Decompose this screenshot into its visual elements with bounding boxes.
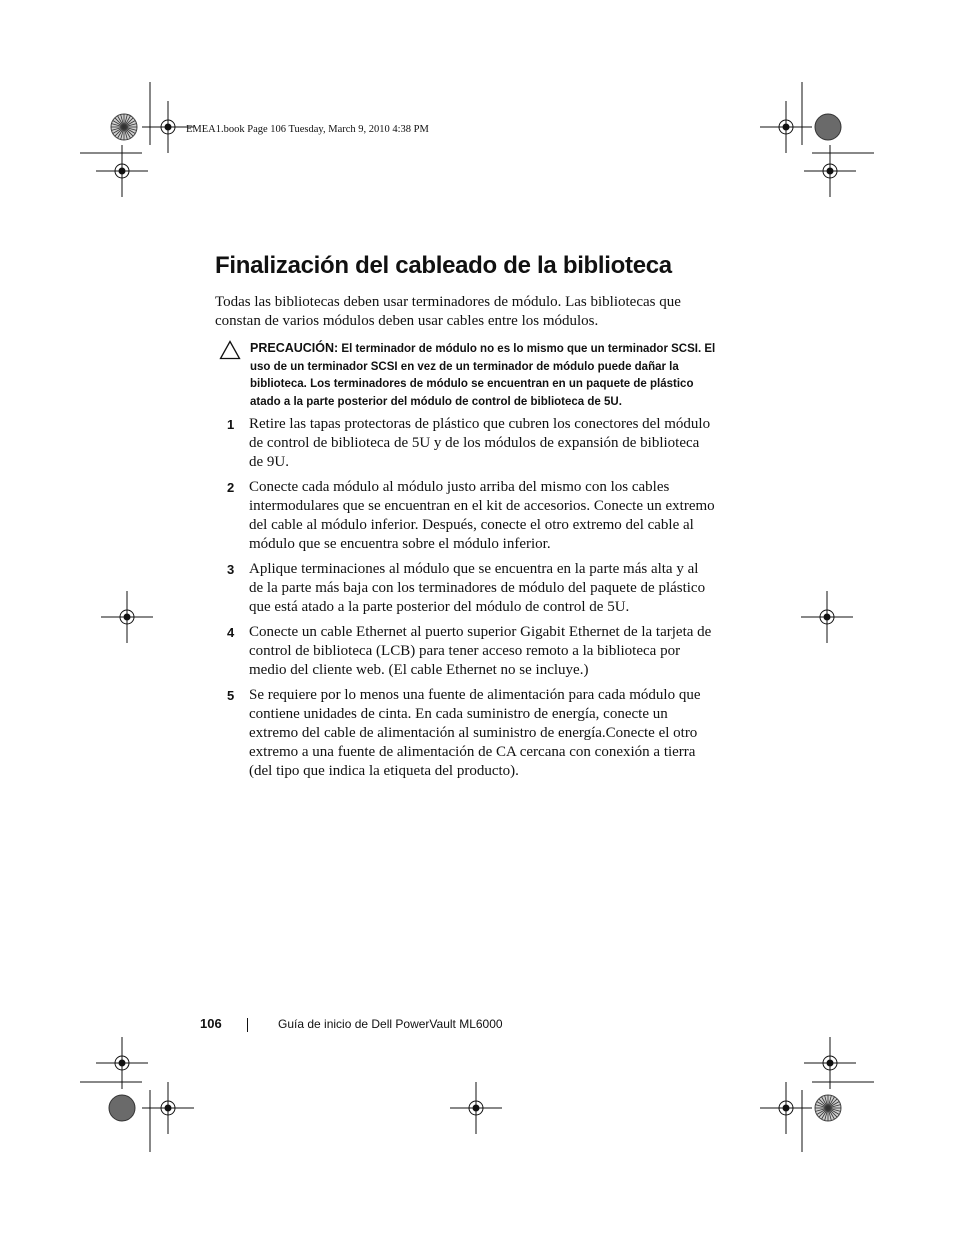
steps-list	[215, 415, 715, 787]
intro-paragraph: Todas las bibliotecas deben usar terminadores de módulo. Las bibliotecas que constan de varios módulos deben usar cables entre los módulos.	[215, 294, 681, 329]
step-item	[215, 560, 715, 617]
print-slug: EMEA1.book Page 106 Tuesday, March 9, 2010 4:38 PM	[186, 124, 429, 135]
caution-label: PRECAUCIÓN:	[250, 341, 339, 355]
footer-divider	[247, 1018, 248, 1032]
density-patch-icon	[815, 114, 841, 140]
section-title: Finalización del cableado de la biblioteca	[215, 252, 672, 279]
step-item	[215, 623, 715, 680]
step-text: Aplique terminaciones al módulo que se encuentra en la parte más alta y al de la parte más baja con los terminadores de módulo del paquete de plástico que está atado a la parte posterior del módulo de control de 5U.	[249, 561, 706, 615]
step-text: Conecte cada módulo al módulo justo arriba del mismo con los cables intermodulares que se encuentran en el kit de accesorios. Conecte un extremo del cable al módulo inferior. Después, conecte el otro extremo del cable al módulo que se encuentra sobre el módulo inferior.	[249, 479, 715, 552]
step-number: 3	[227, 562, 235, 577]
step-number: 2	[227, 480, 235, 495]
page-number: 106	[200, 1016, 222, 1031]
caution-body: El terminador de módulo no es lo mismo que un terminador SCSI. El uso de un terminador SCSI en vez de un terminador de módulo puede dañar la biblioteca. Los terminadores de módulo se encuentran en un paquete de plástico atado a la parte posterior del módulo de control de biblioteca de 5U.	[250, 343, 716, 408]
step-text: Conecte un cable Ethernet al puerto superior Gigabit Ethernet de la tarjeta de control de biblioteca (LCB) para tener acceso remoto a la biblioteca por medio del cliente web. (El cable Ethernet no se incluye.)	[249, 624, 712, 678]
density-patch-icon	[109, 1095, 135, 1121]
step-number: 1	[227, 417, 235, 432]
step-item	[215, 478, 715, 554]
step-text: Retire las tapas protectoras de plástico que cubren los conectores del módulo de control de biblioteca de 5U y de los módulos de expansión de biblioteca de 9U.	[249, 416, 711, 470]
step-number: 4	[227, 625, 235, 640]
caution-text	[250, 340, 720, 411]
step-item	[215, 415, 715, 472]
step-number: 5	[227, 688, 235, 703]
guide-title: Guía de inicio de Dell PowerVault ML6000	[278, 1017, 503, 1031]
caution-triangle-icon	[219, 340, 241, 360]
step-item	[215, 686, 715, 781]
page-footer	[0, 1016, 954, 1036]
step-text: Se requiere por lo menos una fuente de alimentación para cada módulo que contiene unidades de cinta. En cada suministro de energía, conecte un extremo del cable de alimentación al suministro de energía.Conecte el otro extremo a una fuente de alimentación de CA cercana con conexión a tierra (del tipo que indica la etiqueta del producto).	[249, 687, 701, 779]
